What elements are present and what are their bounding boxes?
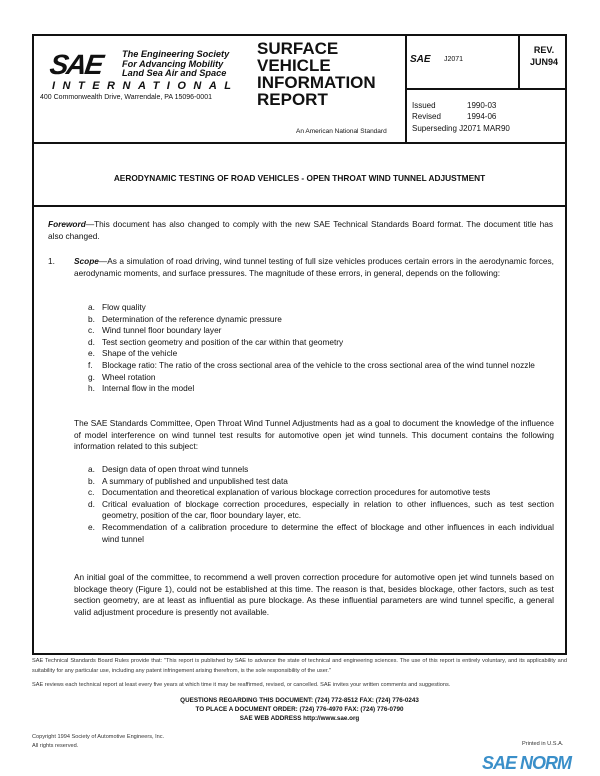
list-text: Blockage ratio: The ratio of the cross sectional area of the vehicle to the cross sectional area of the wind tunnel nozzle	[102, 359, 535, 370]
list-marker: c.	[88, 487, 95, 498]
revision	[524, 44, 564, 68]
superseding: Superseding J2071 MAR90	[412, 124, 510, 133]
list-marker: b.	[88, 313, 95, 324]
address: 400 Commonwealth Drive, Warrendale, PA 15096-0001	[40, 94, 212, 101]
divider	[518, 34, 520, 89]
contents-list	[88, 464, 554, 545]
web-address: SAE WEB ADDRESS http://www.sae.org	[239, 715, 360, 722]
list-item	[88, 337, 554, 349]
list-item	[88, 314, 554, 326]
scope-label: Scope	[74, 256, 99, 266]
list-marker: g.	[88, 371, 95, 382]
list-item	[88, 499, 554, 522]
report-type-line: VEHICLE	[257, 56, 331, 75]
list-text: Flow quality	[102, 302, 146, 312]
tagline-line: Land Sea Air and Space	[122, 68, 227, 78]
list-text: Documentation and theoretical explanation of various blockage correction procedures for automotive tests	[102, 487, 491, 498]
document-title: AERODYNAMIC TESTING OF ROAD VEHICLES - OPEN THROAT WIND TUNNEL ADJUSTMENT	[113, 173, 486, 183]
list-item	[88, 383, 554, 395]
issued-label: Issued	[412, 101, 436, 110]
list-text: A summary of published and unpublished test data	[102, 475, 288, 486]
list-text: Critical evaluation of blockage correction procedures, especially in relation to other influences, such as test section geometry, position of the car, floor boundary layer, etc.	[102, 498, 554, 521]
list-text: Internal flow in the model	[102, 383, 195, 394]
foreword-label: Foreword	[48, 219, 86, 229]
list-text: Shape of the vehicle	[102, 348, 178, 359]
questions-line: QUESTIONS REGARDING THIS DOCUMENT: (724) 772-8512 FAX: (724) 776-0243	[180, 697, 419, 704]
report-type-line: INFORMATION	[257, 73, 376, 92]
rev-label: REV.	[533, 45, 555, 55]
sae-norm-watermark: SAE NORM	[482, 753, 572, 773]
sae-small-logo: SAE	[410, 54, 431, 65]
list-marker: h.	[88, 383, 95, 394]
order-line: TO PLACE A DOCUMENT ORDER: (724) 776-4970 FAX: (724) 776-0790	[195, 706, 404, 713]
doc-number: J2071	[444, 56, 464, 63]
list-marker: a.	[88, 302, 95, 312]
committee-paragraph: The SAE Standards Committee, Open Throat Wind Tunnel Adjustments had as a goal to document the knowledge of the influence of model interference on wind tunnel test results for automotive open jet wind tunnels. This document contains the following information related to this subject:	[74, 418, 554, 452]
list-text: Wheel rotation	[102, 371, 156, 382]
list-text: Wind tunnel floor boundary layer	[102, 325, 222, 336]
scope	[74, 256, 554, 279]
list-item	[88, 487, 554, 499]
scope-text: —As a simulation of road driving, wind tunnel testing of full size vehicles produces certain errors in the aerodynamic forces, aerodynamic moments, and surface pressures. The magnitude of these errors, in general, depends on the following:	[74, 256, 554, 278]
section-number: 1.	[48, 256, 55, 266]
ans-label: An American National Standard	[296, 128, 387, 135]
list-item	[88, 464, 554, 476]
list-item	[88, 476, 554, 488]
list-marker: f.	[88, 359, 93, 370]
rules-notice: SAE Technical Standards Board Rules provide that: "This report is published by SAE to advance the state of technical and engineering sciences. The use of this report is entirely voluntary, and its applicability and suitability for any particular use, including any patent infringement arising therefrom, is the sole responsibility of the user."	[32, 658, 567, 674]
revised-label: Revised	[412, 112, 441, 121]
foreword	[48, 219, 553, 242]
sae-logo: SAE	[47, 49, 104, 80]
goal-paragraph: An initial goal of the committee, to recommend a well proven correction procedure for automotive open jet wind tunnels based on blockage theory (Figure 1), could not be established at this time. The reason is that, besides blockage, other factors, such as test section geometry, are at least as influential as pure blockage. As these influential parameters are wind tunnel specific, a general valid adjustment procedure is presently not available.	[74, 572, 554, 617]
divider	[32, 205, 567, 207]
divider	[32, 142, 567, 144]
issued-date: 1990-03	[467, 101, 497, 110]
report-type	[257, 40, 376, 108]
international-label: INTERNATIONAL	[52, 80, 239, 92]
rights: All rights reserved.	[32, 743, 79, 749]
list-item	[88, 325, 554, 337]
logo-tagline	[122, 50, 229, 79]
printed-in: Printed in U.S.A.	[522, 741, 564, 747]
list-marker: e.	[88, 348, 95, 359]
list-text: Design data of open throat wind tunnels	[102, 464, 249, 474]
list-marker: b.	[88, 475, 95, 486]
foreword-text: —This document has also changed to comply with the new SAE Technical Standards Board format. The document title has also changed.	[48, 219, 553, 241]
list-text: Test section geometry and position of the car within that geometry	[102, 336, 344, 347]
list-marker: a.	[88, 464, 95, 474]
list-marker: d.	[88, 336, 95, 347]
copyright: Copyright 1994 Society of Automotive Engineers, Inc.	[32, 734, 165, 740]
list-item	[88, 522, 554, 545]
list-text: Recommendation of a calibration procedure to determine the effect of blockage and other influences in each individual wind tunnel	[102, 521, 554, 544]
list-marker: e.	[88, 521, 95, 532]
tagline-line: The Engineering Society	[122, 49, 230, 59]
revised-date: 1994-06	[467, 112, 497, 121]
dates	[412, 100, 522, 122]
report-type-line: SURFACE	[257, 39, 339, 58]
rev-value: JUN94	[529, 57, 558, 67]
list-item	[88, 348, 554, 360]
list-item	[88, 372, 554, 384]
scope-list	[88, 302, 554, 395]
list-marker: d.	[88, 498, 95, 509]
divider	[405, 88, 567, 90]
review-notice: SAE reviews each technical report at least every five years at which time it may be reaffirmed, revised, or cancelled. SAE invites your written comments and suggestions.	[32, 682, 451, 688]
list-text: Determination of the reference dynamic pressure	[102, 313, 282, 324]
list-marker: c.	[88, 325, 95, 336]
tagline-line: For Advancing Mobility	[122, 58, 224, 69]
report-type-line: REPORT	[257, 90, 328, 109]
list-item	[88, 302, 554, 314]
list-item	[88, 360, 554, 372]
